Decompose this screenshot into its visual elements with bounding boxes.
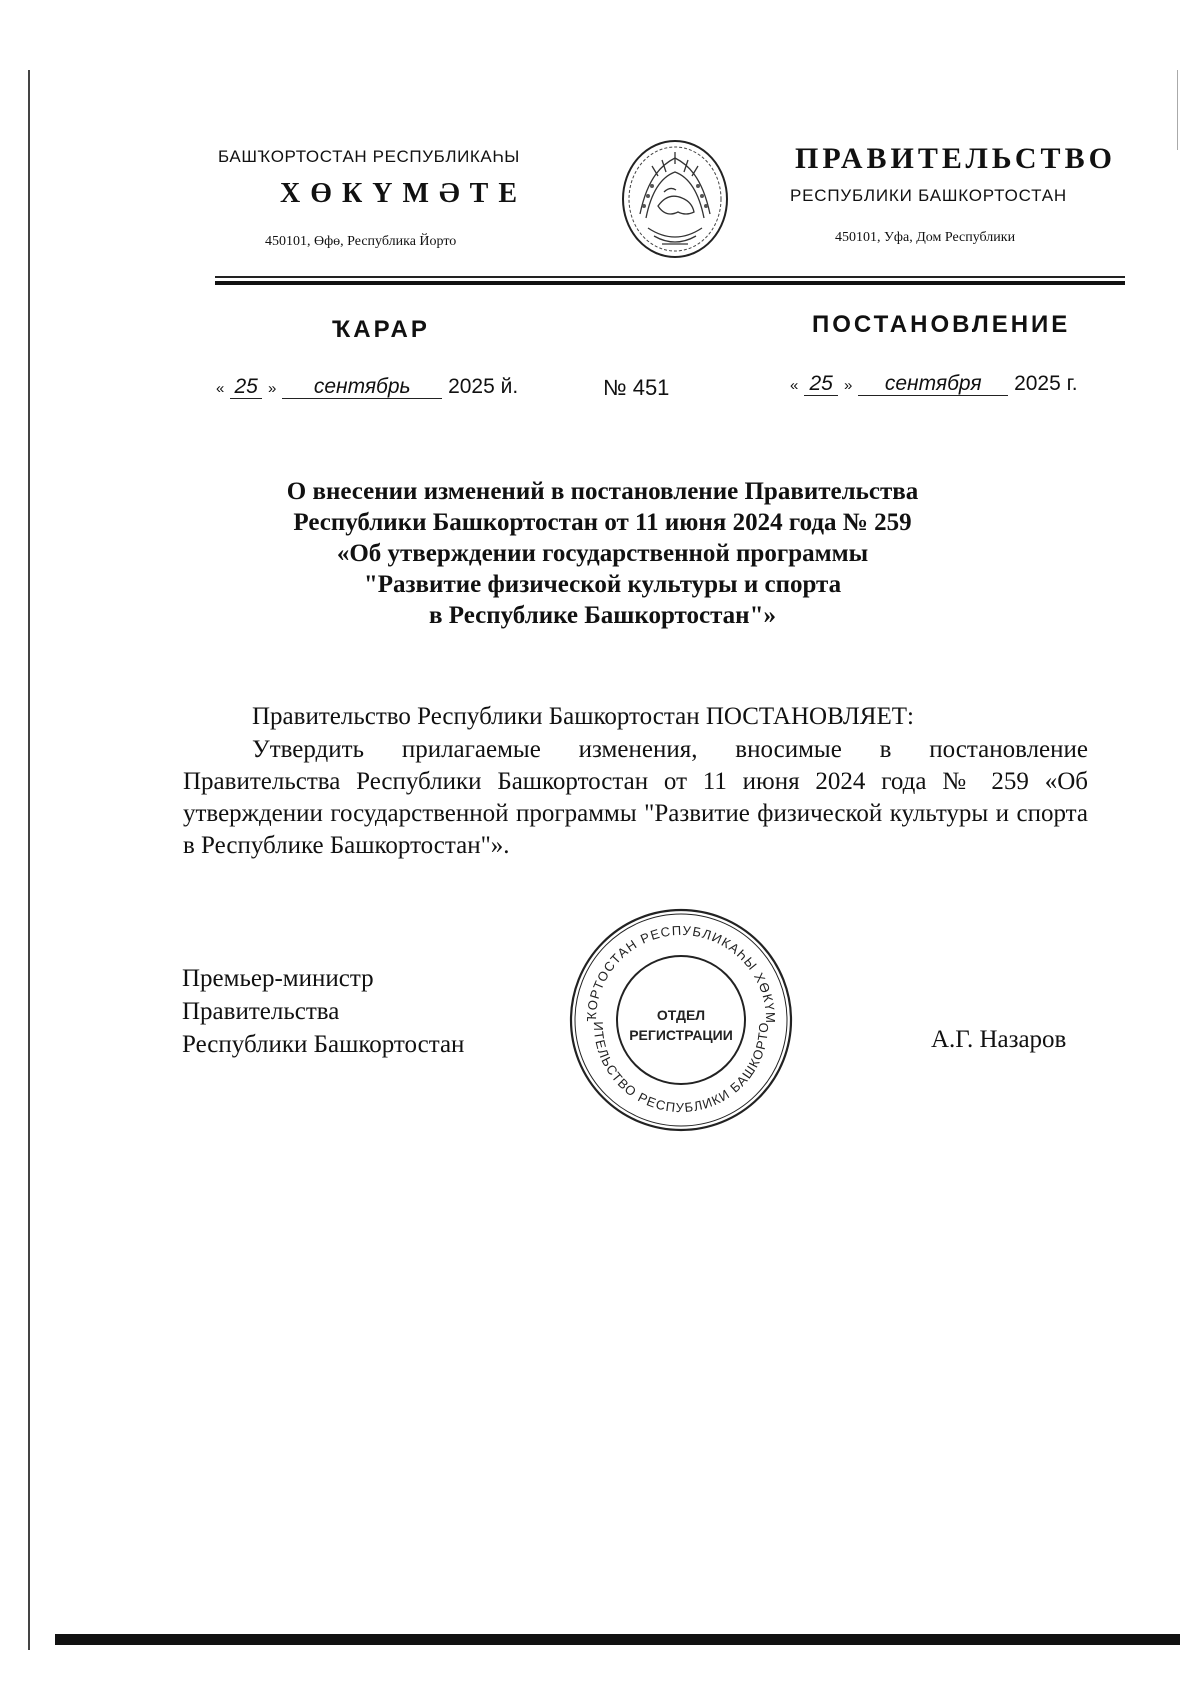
scan-margin-line-right: [1177, 70, 1178, 150]
title-line: "Развитие физической культуры и спорта: [363, 571, 842, 598]
body-lead: Правительство Республики Башкортостан ПОСТАНОВЛЯЕТ:: [252, 703, 914, 730]
header-divider-thick: [215, 281, 1125, 285]
coat-of-arms-icon: [618, 136, 732, 262]
date-day: 25: [230, 376, 262, 399]
date-month: сентябрь: [282, 376, 442, 399]
stamp-center-line2: РЕГИСТРАЦИИ: [629, 1027, 733, 1043]
title-line: О внесении изменений в постановление Правительства: [286, 478, 919, 505]
header-bashkir-address: 450101, Өфө, Республика Йорто: [265, 234, 457, 249]
stamp-outer-top-text: ҠОРТОСТАН РЕСПУБЛИКАҺЫ ХӨКҮМ: [583, 922, 779, 1025]
stamp-center-line1: ОТДЕЛ: [656, 1007, 706, 1023]
scan-bottom-bar: [55, 1634, 1180, 1645]
date-year: 2025 й.: [448, 375, 519, 398]
document-number: № 451: [603, 375, 670, 400]
title-line: в Республике Башкортостан"»: [429, 602, 776, 629]
title-line: Республики Башкортостан от 11 июня 2024 года № 259: [293, 509, 912, 536]
quote-close: »: [268, 380, 277, 397]
header-bashkir-line1: БАШҠОРТОСТАН РЕСПУБЛИКАҺЫ: [218, 147, 520, 166]
title-line: «Об утверждении государственной программы: [336, 540, 869, 567]
signatory-position-line: Республики Башкортостан: [182, 1031, 465, 1058]
header-divider-thin: [215, 276, 1125, 278]
body-paragraph: Утвердить прилагаемые изменения, вносимые в постановление Правительства Республики Башкортостан от 11 июня 2024 года № 259 «Об утверждении государственной программы "Развитие физической культуры и спорта в Республике Башкортостан"».: [183, 736, 1088, 859]
signatory-position-line: Правительства: [182, 998, 340, 1025]
header-russian-line2: РЕСПУБЛИКИ БАШКОРТОСТАН: [790, 186, 1067, 205]
quote-open: «: [216, 380, 225, 397]
signatory-position-line: Премьер-министр: [182, 965, 374, 992]
quote-open: «: [790, 377, 799, 394]
quote-close: »: [844, 377, 853, 394]
date-russian: [790, 372, 1078, 396]
header-russian-line1: ПРАВИТЕЛЬСТВО: [795, 142, 1116, 175]
round-seal-icon: [566, 905, 796, 1135]
header-russian-address: 450101, Уфа, Дом Республики: [835, 230, 1016, 245]
signatory-position: [182, 962, 464, 1061]
document-title: [180, 476, 1025, 631]
stamp-outer-bottom-text: ИТЕЛЬСТВО РЕСПУБЛИКИ БАШКОРТО: [590, 1021, 772, 1116]
doc-type-russian: ПОСТАНОВЛЕНИЕ: [812, 311, 1071, 338]
date-day: 25: [804, 373, 838, 396]
date-month: сентября: [858, 373, 1008, 396]
scan-margin-line: [28, 70, 30, 1650]
date-bashkir: [216, 375, 518, 399]
date-year: 2025 г.: [1014, 372, 1078, 395]
signatory-name: А.Г. Назаров: [931, 1026, 1067, 1053]
doc-type-bashkir: ҠАРАР: [332, 316, 430, 343]
header-bashkir-line2: ХӨКҮМӘТЕ: [280, 178, 527, 209]
